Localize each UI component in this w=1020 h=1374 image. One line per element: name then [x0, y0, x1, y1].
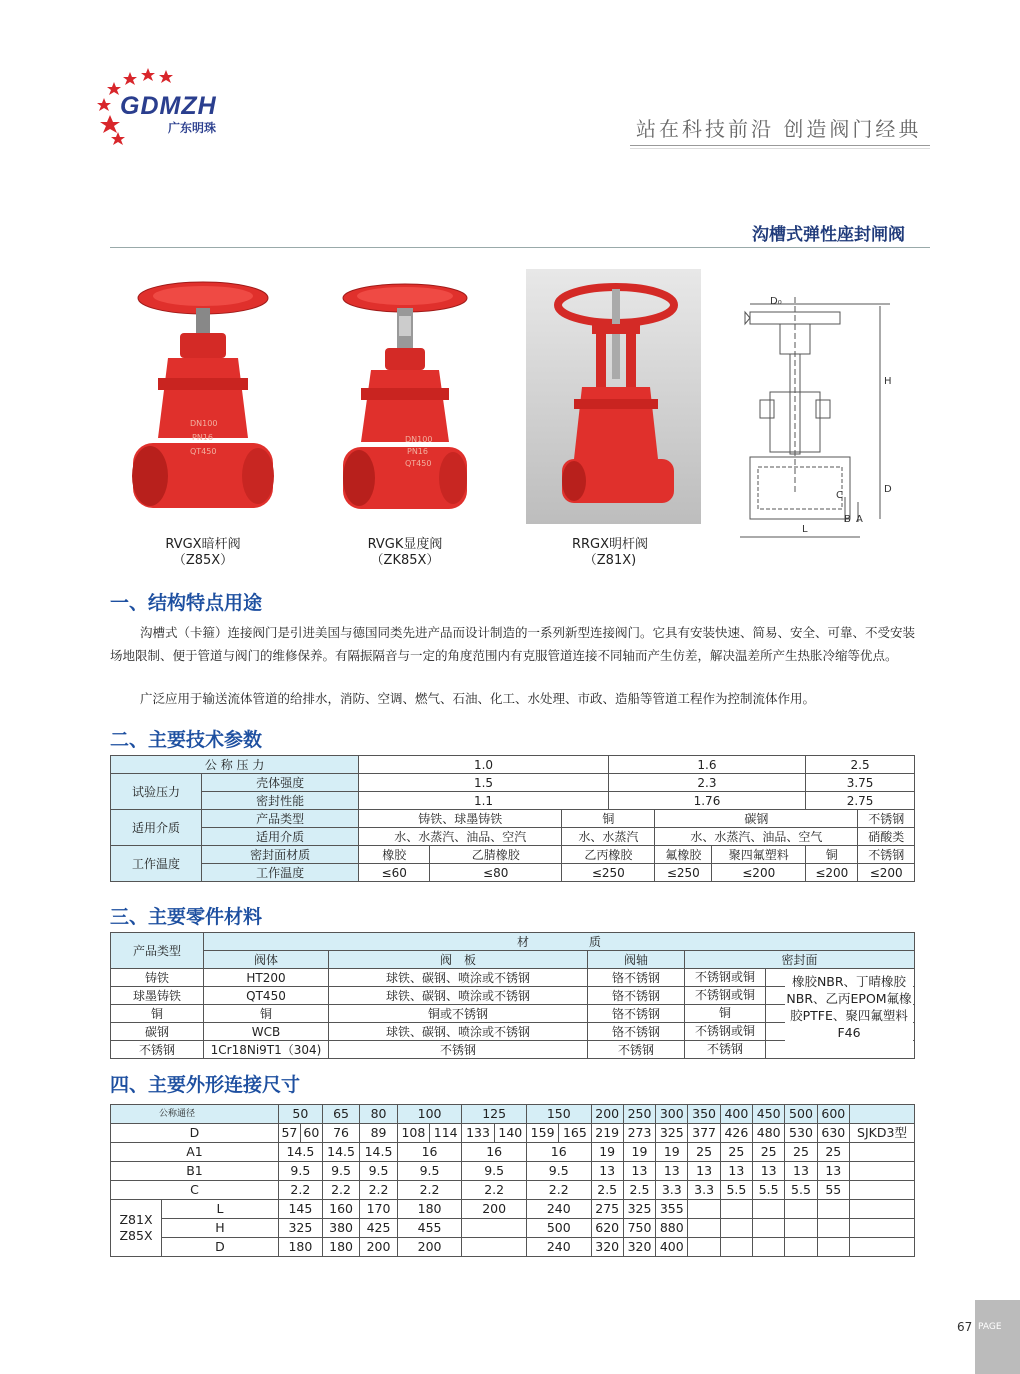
- slogan: 站在科技前沿 创造阀门经典: [636, 117, 922, 141]
- features-paragraph: 沟槽式（卡箍）连接阀门是引进美国与德国同类先进产品而设计制造的一系列新型连接阀门。它具有安装快速、简易、安全、可靠、不受安装场地限制、便于管道与阀门的维修保养。有隔振隔音与一定的角度范围内有克服管道连接不同轴而产生仿差，解决温差所产生热胀冷缩等优点。: [110, 625, 916, 663]
- table-row: 铸铁 HT200 球铁、碳钢、喷涂或不锈钢 铬不锈钢 不锈钢或铜: [111, 969, 915, 987]
- page-tab: [975, 1300, 1020, 1374]
- slogan-divider-light: [630, 148, 930, 149]
- svg-text:PN16: PN16: [407, 447, 428, 456]
- product-model: （Z81X): [583, 553, 637, 568]
- table-row: 试验压力 壳体强度 1.5 2.3 3.75: [111, 774, 915, 792]
- logo-text: GDMZH: [120, 92, 217, 120]
- product-model: （ZK85X）: [370, 553, 440, 568]
- table-row: 公称通径 50 65 80 100 125 150 200 250 300 350 400 450 500 600: [111, 1105, 915, 1124]
- title-divider: [110, 247, 930, 248]
- section-title-tech: 二、主要技术参数: [110, 729, 263, 751]
- group-label: Z81X Z85X: [111, 1200, 162, 1257]
- dim-label-d0: D₀: [770, 296, 782, 307]
- svg-text:PN16: PN16: [192, 433, 213, 442]
- table-row: D 180 180 200 200 240 320 320 400: [111, 1238, 915, 1257]
- table-row: 工作温度 密封面材质 橡胶 乙腈橡胶 乙丙橡胶 氟橡胶 聚四氟塑料 铜 不锈钢: [111, 846, 915, 864]
- slogan-divider: [630, 145, 930, 146]
- table-row: 适用介质 产品类型 铸铁、球墨铸铁 铜 碳钢 不锈钢: [111, 810, 915, 828]
- svg-text:QT450: QT450: [405, 459, 432, 468]
- table-row: 不锈钢 1Cr18Ni9T1（304) 不锈钢 不锈钢 不锈钢: [111, 1041, 915, 1059]
- valve-body-marking: DN100: [190, 419, 218, 428]
- svg-text:QT450: QT450: [190, 447, 217, 456]
- table-row: 工作温度 ≤60 ≤80 ≤250 ≤250 ≤200 ≤200 ≤200: [111, 864, 915, 882]
- table-row: 球墨铸铁 QT450 球铁、碳钢、喷涂或不锈钢 铬不锈钢 不锈钢或铜: [111, 987, 915, 1005]
- table-row: Z81X Z85X L 145 160 170 180 200 240 275 325 355: [111, 1200, 915, 1219]
- product-name: RVGK显度阀: [367, 537, 443, 552]
- product-name: RVGX暗杆阀: [165, 537, 241, 552]
- dim-label-c: C: [836, 490, 843, 501]
- cell-header: 公 称 压 力: [111, 756, 359, 774]
- product-title: 沟槽式弹性座封闸阀: [752, 225, 905, 245]
- table-row: 密封性能 1.1 1.76 2.75: [111, 792, 915, 810]
- valve-image-rrgx: [526, 269, 701, 524]
- dim-label-a: A: [856, 514, 863, 525]
- valve-body-marking: DN100: [405, 435, 433, 444]
- tech-params-table: [110, 755, 915, 882]
- valve-image-rvgx: [128, 278, 278, 528]
- page-number: 67: [957, 1320, 973, 1334]
- section-title-features: 一、结构特点用途: [110, 592, 263, 614]
- usage-paragraph: 广泛应用于输送流体管道的给排水，消防、空调、燃气、石油、化工、水处理、市政、造船等管道工程作为控制流体作用。: [140, 691, 816, 706]
- product-caption-3: [545, 537, 675, 569]
- dimensions-table: [110, 1104, 915, 1257]
- table-row: A1 14.5 14.5 14.5 16 16 16 19 19 19 25 25 25 25 25: [111, 1143, 915, 1162]
- dim-label-b: B: [844, 514, 851, 525]
- dim-label-l: L: [802, 524, 808, 535]
- section-title-materials: 三、主要零件材料: [110, 906, 263, 928]
- product-name: RRGX明杆阀: [571, 537, 649, 552]
- page-label: PAGE: [978, 1322, 1002, 1332]
- product-caption-2: [340, 537, 470, 569]
- technical-drawing: [740, 292, 910, 542]
- table-row: 阀体 阀 板 阀轴 密封面: [111, 951, 915, 969]
- seal-rubber-note: 橡胶NBR、丁晴橡胶NBR、乙丙EPOM氟橡胶PTFE、聚四氟塑料F46: [786, 974, 912, 1040]
- table-row: 碳钢 WCB 球铁、碳钢、喷涂或不锈钢 铬不锈钢 不锈钢或铜: [111, 1023, 915, 1041]
- table-row: 适用介质 水、水蒸汽、油品、空汽 水、水蒸汽 水、水蒸汽、油品、空气 硝酸类: [111, 828, 915, 846]
- table-row: H 325 380 425 455 500 620 750 880: [111, 1219, 915, 1238]
- product-caption-1: [138, 537, 268, 569]
- table-row: 产品类型 材 质: [111, 933, 915, 951]
- table-row: 公 称 压 力 1.0 1.6 2.5: [111, 756, 915, 774]
- valve-image-rvgk: [335, 282, 475, 530]
- logo-cn: 广东明珠: [168, 121, 217, 135]
- dim-label-d: D: [884, 484, 892, 495]
- section-title-dimensions: 四、主要外形连接尺寸: [110, 1074, 301, 1096]
- product-model: （Z85X）: [172, 553, 234, 568]
- dim-label-h: H: [884, 376, 892, 387]
- table-row: C 2.2 2.2 2.2 2.2 2.2 2.2 2.5 2.5 3.3 3.3 5.5 5.5 5.5 55: [111, 1181, 915, 1200]
- table-row: 铜 铜 铜或不锈钢 铬不锈钢 铜: [111, 1005, 915, 1023]
- table-row: B1 9.5 9.5 9.5 9.5 9.5 9.5 13 13 13 13 13 13 13 13: [111, 1162, 915, 1181]
- table-row: D 57 60 76 89 108 114 133 140 159 165 219 273 325 377 426 480 530 630 SJKD3型: [111, 1124, 915, 1143]
